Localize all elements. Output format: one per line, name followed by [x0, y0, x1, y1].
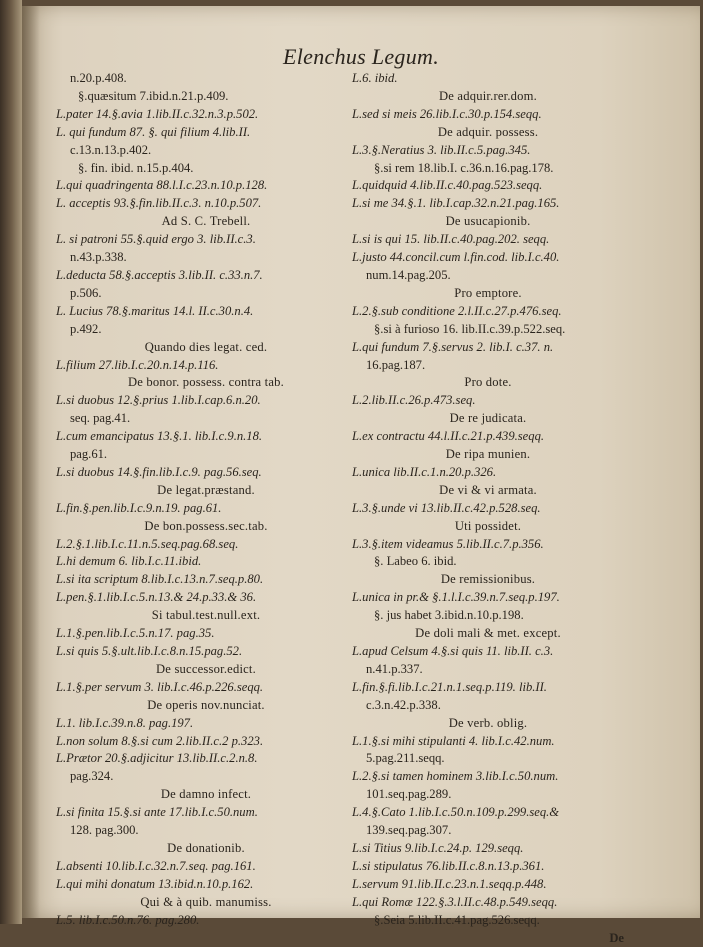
- index-entry: L.pater 14.§.avia 1.lib.II.c.32.n.3.p.502.: [56, 106, 356, 124]
- index-entry: §.si rem 18.lib.I. c.36.n.16.pag.178.: [352, 160, 624, 178]
- index-entry: L.unica in pr.& §.1.l.I.c.39.n.7.seq.p.197.: [352, 589, 624, 607]
- section-heading: De doli mali & met. except.: [352, 625, 624, 643]
- index-entry: L.absenti 10.lib.I.c.32.n.7.seq. pag.161.: [56, 858, 356, 876]
- index-entry: L.apud Celsum 4.§.si quis 11. lib.II. c.3.: [352, 643, 624, 661]
- section-heading: De ripa munien.: [352, 446, 624, 464]
- index-entry: c.13.n.13.p.402.: [56, 142, 356, 160]
- section-heading: De re judicata.: [352, 410, 624, 428]
- index-entry: L.si me 34.§.1. lib.I.cap.32.n.21.pag.165.: [352, 195, 624, 213]
- index-entry: §.si à furioso 16. lib.II.c.39.p.522.seq.: [352, 321, 624, 339]
- index-entry: L.2.§.1.lib.I.c.11.n.5.seq.pag.68.seq.: [56, 536, 356, 554]
- index-entry: L.si ita scriptum 8.lib.I.c.13.n.7.seq.p.80.: [56, 571, 356, 589]
- index-entry: L.5. lib.I.c.50.n.76. pag.280.: [56, 912, 356, 930]
- index-entry: 139.seq.pag.307.: [352, 822, 624, 840]
- index-entry: L.3.§.unde vi 13.lib.II.c.42.p.528.seq.: [352, 500, 624, 518]
- index-entry: L.si is qui 15. lib.II.c.40.pag.202. seqq.: [352, 231, 624, 249]
- index-entry: 101.seq.pag.289.: [352, 786, 624, 804]
- index-entry: 128. pag.300.: [56, 822, 356, 840]
- index-entry: L.unica lib.II.c.1.n.20.p.326.: [352, 464, 624, 482]
- section-heading: De operis nov.nunciat.: [56, 697, 356, 715]
- section-heading: De bonor. possess. contra tab.: [56, 374, 356, 392]
- section-heading: De legat.præstand.: [56, 482, 356, 500]
- index-entry: L. si patroni 55.§.quid ergo 3. lib.II.c.3.: [56, 231, 356, 249]
- index-entry: seq. pag.41.: [56, 410, 356, 428]
- index-entry: L.si duobus 14.§.fin.lib.I.c.9. pag.56.seq.: [56, 464, 356, 482]
- book-spine-edge: [0, 0, 22, 924]
- section-heading: De verb. oblig.: [352, 715, 624, 733]
- index-entry: L.1.§.si mihi stipulanti 4. lib.I.c.42.num.: [352, 733, 624, 751]
- right-column: [352, 70, 624, 947]
- index-entry: num.14.pag.205.: [352, 267, 624, 285]
- index-entry: L.3.§.item videamus 5.lib.II.c.7.p.356.: [352, 536, 624, 554]
- section-heading: De bon.possess.sec.tab.: [56, 518, 356, 536]
- index-entry: L.filium 27.lib.I.c.20.n.14.p.116.: [56, 357, 356, 375]
- section-heading: Pro dote.: [352, 374, 624, 392]
- index-entry: n.20.p.408.: [56, 70, 356, 88]
- index-entry: L.justo 44.concil.cum l.fin.cod. lib.I.c.40.: [352, 249, 624, 267]
- page-sheet: [22, 6, 700, 918]
- index-entry: L. acceptis 93.§.fin.lib.II.c.3. n.10.p.507.: [56, 195, 356, 213]
- index-entry: L.hi demum 6. lib.I.c.11.ibid.: [56, 553, 356, 571]
- index-entry: L.deducta 58.§.acceptis 3.lib.II. c.33.n.7.: [56, 267, 356, 285]
- section-heading: Ad S. C. Trebell.: [56, 213, 356, 231]
- index-entry: L.si duobus 12.§.prius 1.lib.I.cap.6.n.20.: [56, 392, 356, 410]
- index-entry: L.1. lib.I.c.39.n.8. pag.197.: [56, 715, 356, 733]
- section-heading: De successor.edict.: [56, 661, 356, 679]
- section-heading: De usucapionib.: [352, 213, 624, 231]
- section-heading: De donationib.: [56, 840, 356, 858]
- index-entry: c.3.n.42.p.338.: [352, 697, 624, 715]
- index-entry: L.2.§.sub conditione 2.l.II.c.27.p.476.seq.: [352, 303, 624, 321]
- index-entry: n.43.p.338.: [56, 249, 356, 267]
- index-entry: 16.pag.187.: [352, 357, 624, 375]
- index-entry: pag.61.: [56, 446, 356, 464]
- index-entry: L.si finita 15.§.si ante 17.lib.I.c.50.num.: [56, 804, 356, 822]
- index-entry: p.506.: [56, 285, 356, 303]
- index-entry: pag.324.: [56, 768, 356, 786]
- index-entry: §. jus habet 3.ibid.n.10.p.198.: [352, 607, 624, 625]
- gutter-shadow: [22, 6, 40, 918]
- index-entry: L.qui fundum 7.§.servus 2. lib.I. c.37. n.: [352, 339, 624, 357]
- index-entry: §. fin. ibid. n.15.p.404.: [56, 160, 356, 178]
- index-entry: 5.pag.211.seqq.: [352, 750, 624, 768]
- index-entry: L.si stipulatus 76.lib.II.c.8.n.13.p.361.: [352, 858, 624, 876]
- catchword: De: [352, 930, 624, 947]
- index-entry: L. qui fundum 87. §. qui filium 4.lib.II.: [56, 124, 356, 142]
- index-entry: n.41.p.337.: [352, 661, 624, 679]
- page-header: Elenchus Legum.: [22, 44, 700, 70]
- index-entry: L.cum emancipatus 13.§.1. lib.I.c.9.n.18.: [56, 428, 356, 446]
- index-entry: L. Lucius 78.§.maritus 14.l. II.c.30.n.4.: [56, 303, 356, 321]
- index-entry: L.1.§.per servum 3. lib.I.c.46.p.226.seqq.: [56, 679, 356, 697]
- index-entry: L.3.§.Neratius 3. lib.II.c.5.pag.345.: [352, 142, 624, 160]
- index-entry: L.si quis 5.§.ult.lib.I.c.8.n.15.pag.52.: [56, 643, 356, 661]
- section-heading: De adquir. possess.: [352, 124, 624, 142]
- index-entry: L.2.lib.II.c.26.p.473.seq.: [352, 392, 624, 410]
- index-entry: L.fin.§.fi.lib.I.c.21.n.1.seq.p.119. lib.II.: [352, 679, 624, 697]
- index-entry: L.si Titius 9.lib.I.c.24.p. 129.seqq.: [352, 840, 624, 858]
- section-heading: De remissionibus.: [352, 571, 624, 589]
- section-heading: Uti possidet.: [352, 518, 624, 536]
- index-entry: L.4.§.Cato 1.lib.I.c.50.n.109.p.299.seq.&: [352, 804, 624, 822]
- index-entry: L.non solum 8.§.si cum 2.lib.II.c.2 p.323.: [56, 733, 356, 751]
- index-entry: L.2.§.si tamen hominem 3.lib.I.c.50.num.: [352, 768, 624, 786]
- index-entry: L.sed si meis 26.lib.I.c.30.p.154.seqq.: [352, 106, 624, 124]
- index-entry: L.pen.§.1.lib.I.c.5.n.13.& 24.p.33.& 36.: [56, 589, 356, 607]
- index-entry: §. Labeo 6. ibid.: [352, 553, 624, 571]
- section-heading: De damno infect.: [56, 786, 356, 804]
- index-entry: L.6. ibid.: [352, 70, 624, 88]
- index-entry: L.ex contractu 44.l.II.c.21.p.439.seqq.: [352, 428, 624, 446]
- index-entry: L.qui mihi donatum 13.ibid.n.10.p.162.: [56, 876, 356, 894]
- left-column: [56, 70, 356, 930]
- index-entry: L.Prætor 20.§.adjicitur 13.lib.II.c.2.n.8.: [56, 750, 356, 768]
- index-entry: L.qui Romæ 122.§.3.l.II.c.48.p.549.seqq.: [352, 894, 624, 912]
- section-heading: Si tabul.test.null.ext.: [56, 607, 356, 625]
- index-entry: §.quæsitum 7.ibid.n.21.p.409.: [56, 88, 356, 106]
- section-heading: Qui & à quib. manumiss.: [56, 894, 356, 912]
- section-heading: Quando dies legat. ced.: [56, 339, 356, 357]
- index-entry: p.492.: [56, 321, 356, 339]
- index-entry: L.servum 91.lib.II.c.23.n.1.seqq.p.448.: [352, 876, 624, 894]
- section-heading: De adquir.rer.dom.: [352, 88, 624, 106]
- section-heading: Pro emptore.: [352, 285, 624, 303]
- index-entry: L.fin.§.pen.lib.I.c.9.n.19. pag.61.: [56, 500, 356, 518]
- index-entry: L.1.§.pen.lib.I.c.5.n.17. pag.35.: [56, 625, 356, 643]
- index-entry: §.Seia 5.lib.II.c.41.pag.526.seqq.: [352, 912, 624, 930]
- index-entry: L.quidquid 4.lib.II.c.40.pag.523.seqq.: [352, 177, 624, 195]
- section-heading: De vi & vi armata.: [352, 482, 624, 500]
- index-entry: L.qui quadringenta 88.l.I.c.23.n.10.p.128.: [56, 177, 356, 195]
